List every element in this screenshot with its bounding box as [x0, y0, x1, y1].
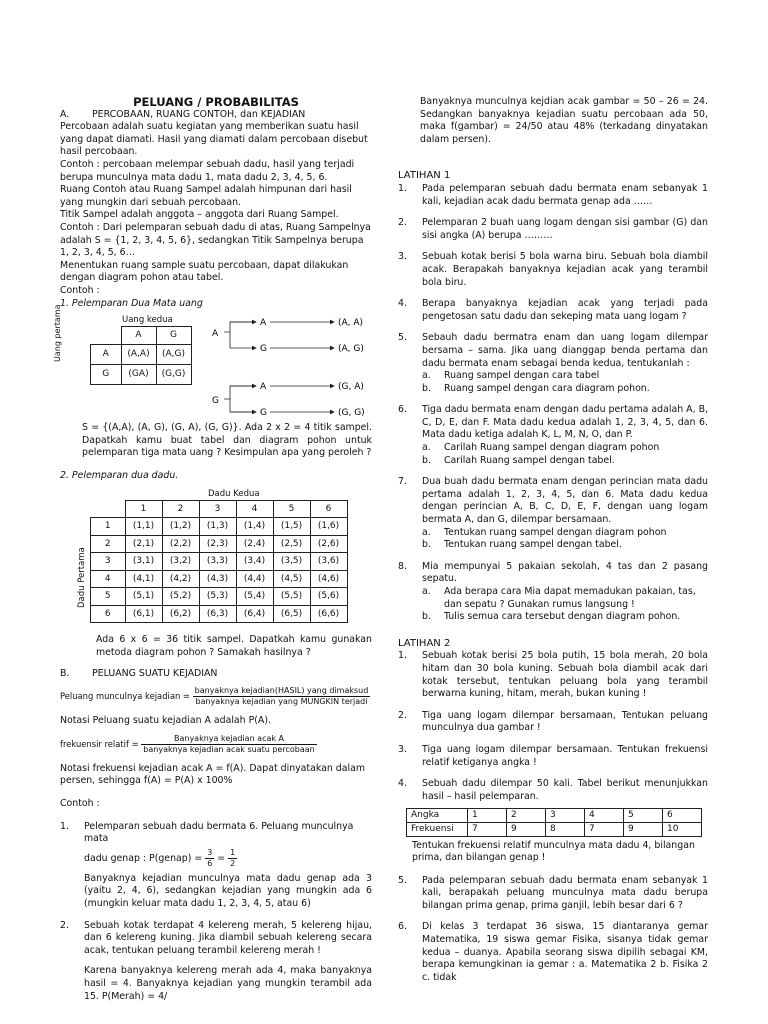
tree-branch: A	[260, 382, 267, 393]
tree-diagram	[208, 316, 372, 420]
dice-cell: (3,1)	[125, 553, 162, 571]
dice-cell: (4,5)	[273, 570, 310, 588]
dice-side-label: Dadu Pertama	[77, 547, 87, 609]
list-item: 1. Pada pelemparan sebuah dadu bermata enam sebanyak 1 kali, kejadian acak dadu bermata genap ada ……	[398, 182, 708, 207]
dice-cell: (4,1)	[125, 570, 162, 588]
dice-cell: (3,3)	[199, 553, 236, 571]
question-text: Sebuah dadu dilempar 50 kali. Tabel berikut menunjukkan hasil – hasil pelemparan.	[422, 778, 708, 802]
tree-root-g: G	[212, 396, 219, 407]
question-text: Sebuah kotak berisi 5 bola warna biru. Sebuah bola diambil acak. Berapakah banyaknya kejadian acak yang terambil bola biru.	[422, 251, 708, 288]
dice-cell: (5,1)	[125, 588, 162, 606]
question-text: Di kelas 3 terdapat 36 siswa, 15 diantaranya gemar Matematika, 19 siswa gemar Fisika, sisanya tidak gemar kedua – duanya. Apabila seorang siswa dipilih sebagai KM, berapa kemungkinan ia gemar : a. Matematika 2 b. Fisika 2 c. tidak	[422, 921, 708, 983]
question-text: Tiga dadu bermata enam dengan dadu pertama adalah A, B, C, D, E, dan F. Mata dadu kedua adalah 1, 2, 3, 4, 5, dan 6. Mata dadu ketiga adalah K, L, M, N, O, dan P.	[422, 404, 708, 441]
frequency-table: Angka 1 2 3 4 5 6 Frekuensi 7 9 8 7 9 10	[406, 808, 702, 836]
dice-cell: (5,5)	[273, 588, 310, 606]
dice-cell: (5,6)	[310, 588, 347, 606]
section-b-heading: B. PELUANG SUATU KEJADIAN	[60, 667, 218, 679]
dice-cell: (1,1)	[125, 518, 162, 536]
list-item: 4. Sebuah dadu dilempar 50 kali. Tabel berikut menunjukkan hasil – hasil pelemparan.	[398, 778, 708, 802]
question-text: Tiga uang logam dilempar bersamaan. Tentukan frekuensi relatif ketiganya angka !	[422, 743, 708, 768]
list-item: 2. Tiga uang logam dilempar bersamaan, Tentukan peluang munculnya dua gambar !	[398, 709, 708, 734]
notasi-peluang: Notasi Peluang suatu kejadian A adalah P(A).	[60, 715, 271, 727]
example2-heading: 2. Pelemparan dua dadu.	[60, 469, 179, 481]
dice-cell: (6,4)	[236, 605, 273, 623]
sub-item: b. Tulis semua cara tersebut dengan diagram pohon.	[422, 611, 681, 623]
formula-frekuensi: frekuensir relatif = $\frac{\text{Banyaknya kejadian acak A}}{\text{banyaknya kejadian acak suatu percobaan}}$	[60, 733, 315, 754]
question-text: Pelemparan 2 buah uang logam dengan sisi gambar (G) dan sisi angka (A) berupa ………	[422, 217, 708, 241]
dice-cell: (3,4)	[236, 553, 273, 571]
sub-item: a. Tentukan ruang sampel dengan diagram pohon	[422, 526, 667, 538]
question-text: Mia mempunyai 5 pakaian sekolah, 4 tas dan 2 pasang sepatu.	[422, 560, 708, 585]
latihan2-heading: LATIHAN 2	[398, 637, 451, 649]
dice-cell: (5,3)	[199, 588, 236, 606]
dice-cell: (1,6)	[310, 518, 347, 536]
dice-table-wrap	[60, 488, 372, 634]
dice-cell: (4,6)	[310, 570, 347, 588]
example1-heading: 1. Pelemparan Dua Mata uang	[60, 297, 203, 309]
dice-cell: (6,1)	[125, 605, 162, 623]
dice-cell: (4,3)	[199, 570, 236, 588]
sub-item: b. Carilah Ruang sampel dengan tabel.	[422, 454, 615, 466]
list-item: 1. Pelemparan sebuah dadu bermata 6. Peluang munculnya mata dadu genap : P(genap) = $\frac{3}{6}$ = $\frac{1}{2}$ Banyaknya kejadian munculnya mata dadu genap ada 3 (yaitu 2, 4, 6), sedangkan kejadian yang mungkin ada 6 (mungkin keluar mata dadu 1, 2, 3, 4, 5, atau 6)	[60, 820, 372, 909]
dice-cell: (1,4)	[236, 518, 273, 536]
dice-cell: (4,2)	[162, 570, 199, 588]
dice-cell: (6,2)	[162, 605, 199, 623]
dice-table: 1 2 3 4 5 6 1 (1,1) (1,2) (1,3) (1,4) (1,5) (1,6) 2 (2,1) (2,2) (2,3) (2,4) (2,5) (2,6) 3 (3,1) (3,2) (3,3) (3,4) (3,5) (3,6) 4 (4,1) (4,2) (4,3) (4,4) (4,5) (4,6) 5 (5,1) (5,2) (5,3) (5,4) (5,5) (5,6) 6 (6,1) (6,2) (6,3) (6,4) (6,5) (6,6)	[90, 500, 348, 623]
coin-table-top-label: Uang kedua	[122, 315, 173, 326]
dice-cell: (2,1)	[125, 535, 162, 553]
dice-row-head: 6	[91, 605, 126, 623]
formula-peluang: Peluang munculnya kejadian = $\frac{\text{banyaknya kejadian(HASIL) yang dimaksud}}{\text{banyaknya kejadian yang MUNGKIN terjadi}}$	[60, 686, 369, 707]
frequency-table-wrap	[406, 808, 708, 864]
list-item: 2. Sebuah kotak terdapat 4 kelereng merah, 5 kelereng hijau, dan 6 kelereng kuning. Jika diambil sebuah kelereng secara acak, tentukan peluang terambil kelereng merah ! Karena banyaknya kelereng merah ada 4, maka banyaknya hasil = 4. Banyaknya kejadian yang mungkin terambil ada 15. P(Merah) = 4/	[60, 919, 372, 1002]
dice-row-head: 5	[91, 588, 126, 606]
tree-branch: A	[260, 318, 267, 329]
question-text: Sebauh dadu bermatra enam dan uang logam dilempar bersama – sama. Jika uang dianggap benda pertama dan dadu bermata enam sebagai benda kedua, tentukanlah :	[422, 332, 708, 369]
dice-cell: (4,4)	[236, 570, 273, 588]
contoh-list	[60, 821, 372, 1004]
question-text: Tiga uang logam dilempar bersamaan, Tentukan peluang munculnya dua gambar !	[422, 709, 708, 734]
dice-cell: (6,5)	[273, 605, 310, 623]
paragraph: Menentukan ruang sample suatu percobaan, dapat dilakukan dengan diagram pohon atau tabel.	[60, 259, 349, 284]
notasi-frekuensi: Notasi frekuensi kejadian acak A = f(A). Dapat dinyatakan dalam persen, sehingga f(A) = P(A) x 100%	[60, 762, 365, 787]
dice-cell: (6,6)	[310, 605, 347, 623]
list-item: 3. Tiga uang logam dilempar bersamaan. Tentukan frekuensi relatif ketiganya angka !	[398, 743, 708, 768]
dice-cell: (1,2)	[162, 518, 199, 536]
dice-row-head: 4	[91, 570, 126, 588]
list-item: 5. Pada pelemparan sebuah dadu bermata enam sebanyak 1 kali, berapakah peluang munculnya mata dadu berupa bilangan prima genap, prima ganjil, lebih besar dari 6 ?	[398, 874, 708, 911]
contoh-label: Contoh :	[60, 798, 100, 810]
dice-cell: (6,3)	[199, 605, 236, 623]
paragraph: Contoh :	[60, 284, 100, 296]
question-text: Pada pelemparan sebuah dadu bermata enam sebanyak 1 kali, berapakah peluang munculnya mata dadu berupa bilangan prima genap, prima ganjil, lebih besar dari 6 ?	[422, 874, 708, 911]
latihan1-heading: LATIHAN 1	[398, 170, 451, 182]
example1-note: S = {(A,A), (A, G), (G, A), (G, G)}. Ada 2 x 2 = 4 titik sampel. Dapatkah kamu buat tabel dan diagram pohon untuk pelemparan tiga mata uang ? Kesimpulan apa yang peroleh ?	[82, 422, 372, 459]
page-title: PELUANG / PROBABILITAS	[133, 95, 299, 109]
tree-result: (A, A)	[338, 318, 364, 329]
example2-note: Ada 6 x 6 = 36 titik sampel. Dapatkah kamu gunakan metoda diagram pohon ? Samakah hasilnya ?	[96, 634, 372, 659]
list-item: 2. Pelemparan 2 buah uang logam dengan sisi gambar (G) dan sisi angka (A) berupa ………	[398, 217, 708, 241]
tree-result: (A, G)	[338, 344, 364, 355]
paragraph: Titik Sampel adalah anggota – anggota dari Ruang Sampel.	[60, 209, 339, 221]
list-item: 6. Tiga dadu bermata enam dengan dadu pertama adalah A, B, C, D, E, dan F. Mata dadu kedua adalah 1, 2, 3, 4, 5, dan 6. Mata dadu ketiga adalah K, L, M, N, O, dan P. a. Carilah Ruang sampel dengan diagram pohon b. Carilah Ruang sampel dengan tabel.	[398, 404, 708, 466]
latihan1-list	[398, 183, 708, 624]
sub-item: a. Ada berapa cara Mia dapat memadukan pakaian, tas, dan sepatu ? Gunakan rumus langsung !	[422, 586, 696, 610]
tree-result: (G, G)	[338, 408, 365, 419]
list-item: 8. Mia mempunyai 5 pakaian sekolah, 4 tas dan 2 pasang sepatu. a. Ada berapa cara Mia dapat memadukan pakaian, tas, dan sepatu ? Gunakan rumus langsung ! b. Tulis semua cara tersebut dengan diagram pohon.	[398, 560, 708, 623]
after-table-text: Tentukan frekuensi relatif munculnya mata dadu 4, bilangan prima, dan bilangan genap !	[412, 839, 695, 864]
list-item: 3. Sebuah kotak berisi 5 bola warna biru. Sebuah bola diambil acak. Berapakah banyaknya kejadian acak yang terambil bola biru.	[398, 251, 708, 288]
question-text: Pada pelemparan sebuah dadu bermata enam sebanyak 1 kali, kejadian acak dadu bermata genap ada ……	[422, 182, 708, 207]
dice-cell: (5,4)	[236, 588, 273, 606]
dice-row-head: 2	[91, 535, 126, 553]
paragraph: Percobaan adalah suatu kegiatan yang memberikan suatu hasil yang dapat diamati. Hasil yang diamati dalam percobaan disebut hasil percobaan.	[60, 121, 368, 158]
dice-cell: (2,2)	[162, 535, 199, 553]
latihan2-list	[398, 650, 708, 984]
dice-cell: (2,3)	[199, 535, 236, 553]
tree-branch: G	[260, 344, 267, 355]
dice-top-label: Dadu Kedua	[208, 489, 260, 500]
list-item: 1. Sebuah kotak berisi 25 bola putih, 15 bola merah, 20 bola hitam dan 30 bola kuning. Sebuah bola diambil acak dari kotak tersebut, tentukan peluang bola yang terambil berwarna kuning, hitam, merah, bukan kuning !	[398, 650, 708, 700]
dice-cell: (1,5)	[273, 518, 310, 536]
dice-cell: (3,2)	[162, 553, 199, 571]
frekuensi-example: Banyaknya munculnya kejdian acak gambar = 50 – 26 = 24. Sedangkan banyaknya kejadian suatu percobaan ada 50, maka f(gambar) = 24/50 atau 48% (terkadang dinyatakan dalam persen).	[420, 96, 708, 145]
list-item: 5. Sebauh dadu bermatra enam dan uang logam dilempar bersama – sama. Jika uang dianggap benda pertama dan dadu bermata enam sebagai benda kedua, tentukanlah : a. Ruang sampel dengan cara tabel b. Ruang sampel dengan cara diagram pohon.	[398, 332, 708, 394]
question-text: Sebuah kotak berisi 25 bola putih, 15 bola merah, 20 bola hitam dan 30 bola kuning. Sebuah bola diambil acak dari kotak tersebut, tentukan peluang bola yang terambil berwarna kuning, hitam, merah, bukan kuning !	[422, 650, 708, 700]
tree-result: (G, A)	[338, 382, 364, 393]
paragraph: Contoh : percobaan melempar sebuah dadu, hasil yang terjadi berupa munculnya mata dadu 1, mata dadu 2, 3, 4, 5, 6.	[60, 158, 355, 183]
coin-table-side-label: Uang pertama	[53, 304, 62, 363]
section-a-heading: A. PERCOBAAN, RUANG CONTOH, dan KEJADIAN	[60, 108, 306, 120]
sub-item: a. Carilah Ruang sampel dengan diagram pohon	[422, 442, 660, 454]
sub-item: b. Tentukan ruang sampel dengan tabel.	[422, 539, 622, 551]
dice-cell: (5,2)	[162, 588, 199, 606]
coin-diagram	[53, 304, 372, 422]
sub-item: a. Ruang sampel dengan cara tabel	[422, 370, 600, 382]
dice-cell: (3,6)	[310, 553, 347, 571]
left-column	[53, 95, 372, 1012]
coin-table: A G A (A,A) (A,G) G (GA) (G,G)	[90, 326, 192, 385]
list-item: 6. Di kelas 3 terdapat 36 siswa, 15 diantaranya gemar Matematika, 19 siswa gemar Fisika, sisanya tidak gemar kedua – duanya. Apabila seorang siswa dipilih sebagai KM, berapa kemungkinan ia gemar : a. Matematika 2 b. Fisika 2 c. tidak	[398, 921, 708, 983]
list-item: 4. Berapa banyaknya kejadian acak yang terjadi pada pengetosan satu dadu dan sekeping mata uang logam ?	[398, 298, 708, 322]
tree-root-a: A	[212, 329, 219, 340]
list-item: 7. Dua buah dadu bermata enam dengan perincian mata dadu pertama adalah 1, 2, 3, 4, 5, dan 6. Mata dadu kedua dengan perincian A, B, C, D, E, F, dengan uang logam bermata A, dan G, dilempar bersamaan. a. Tentukan ruang sampel dengan diagram pohon b. Tentukan ruang sampel dengan tabel.	[398, 476, 708, 551]
dice-cell: (3,5)	[273, 553, 310, 571]
tree-branch: G	[260, 408, 267, 419]
question-text: Berapa banyaknya kejadian acak yang terjadi pada pengetosan satu dadu dan sekeping mata uang logam ?	[422, 298, 708, 322]
dice-row-head: 3	[91, 553, 126, 571]
dice-cell: (2,6)	[310, 535, 347, 553]
dice-row-head: 1	[91, 518, 126, 536]
dice-cell: (2,5)	[273, 535, 310, 553]
right-column	[398, 96, 708, 993]
dice-cell: (2,4)	[236, 535, 273, 553]
question-text: Dua buah dadu bermata enam dengan perincian mata dadu pertama adalah 1, 2, 3, 4, 5, dan 6. Mata dadu kedua dengan perincian A, B, C, D, E, F, dengan uang logam bermata A, dan G, dilempar bersamaan.	[422, 476, 708, 526]
paragraph: Ruang Contoh atau Ruang Sampel adalah himpunan dari hasil yang mungkin dari sebuah percobaan.	[60, 184, 352, 208]
dice-cell: (1,3)	[199, 518, 236, 536]
paragraph: Contoh : Dari pelemparan sebuah dadu di atas, Ruang Sampelnya adalah S = {1, 2, 3, 4, 5, 6}, sedangkan Titik Sampelnya berupa 1, 2, 3, 4, 5, 6…	[60, 221, 371, 259]
sub-item: b. Ruang sampel dengan cara diagram pohon.	[422, 382, 650, 394]
